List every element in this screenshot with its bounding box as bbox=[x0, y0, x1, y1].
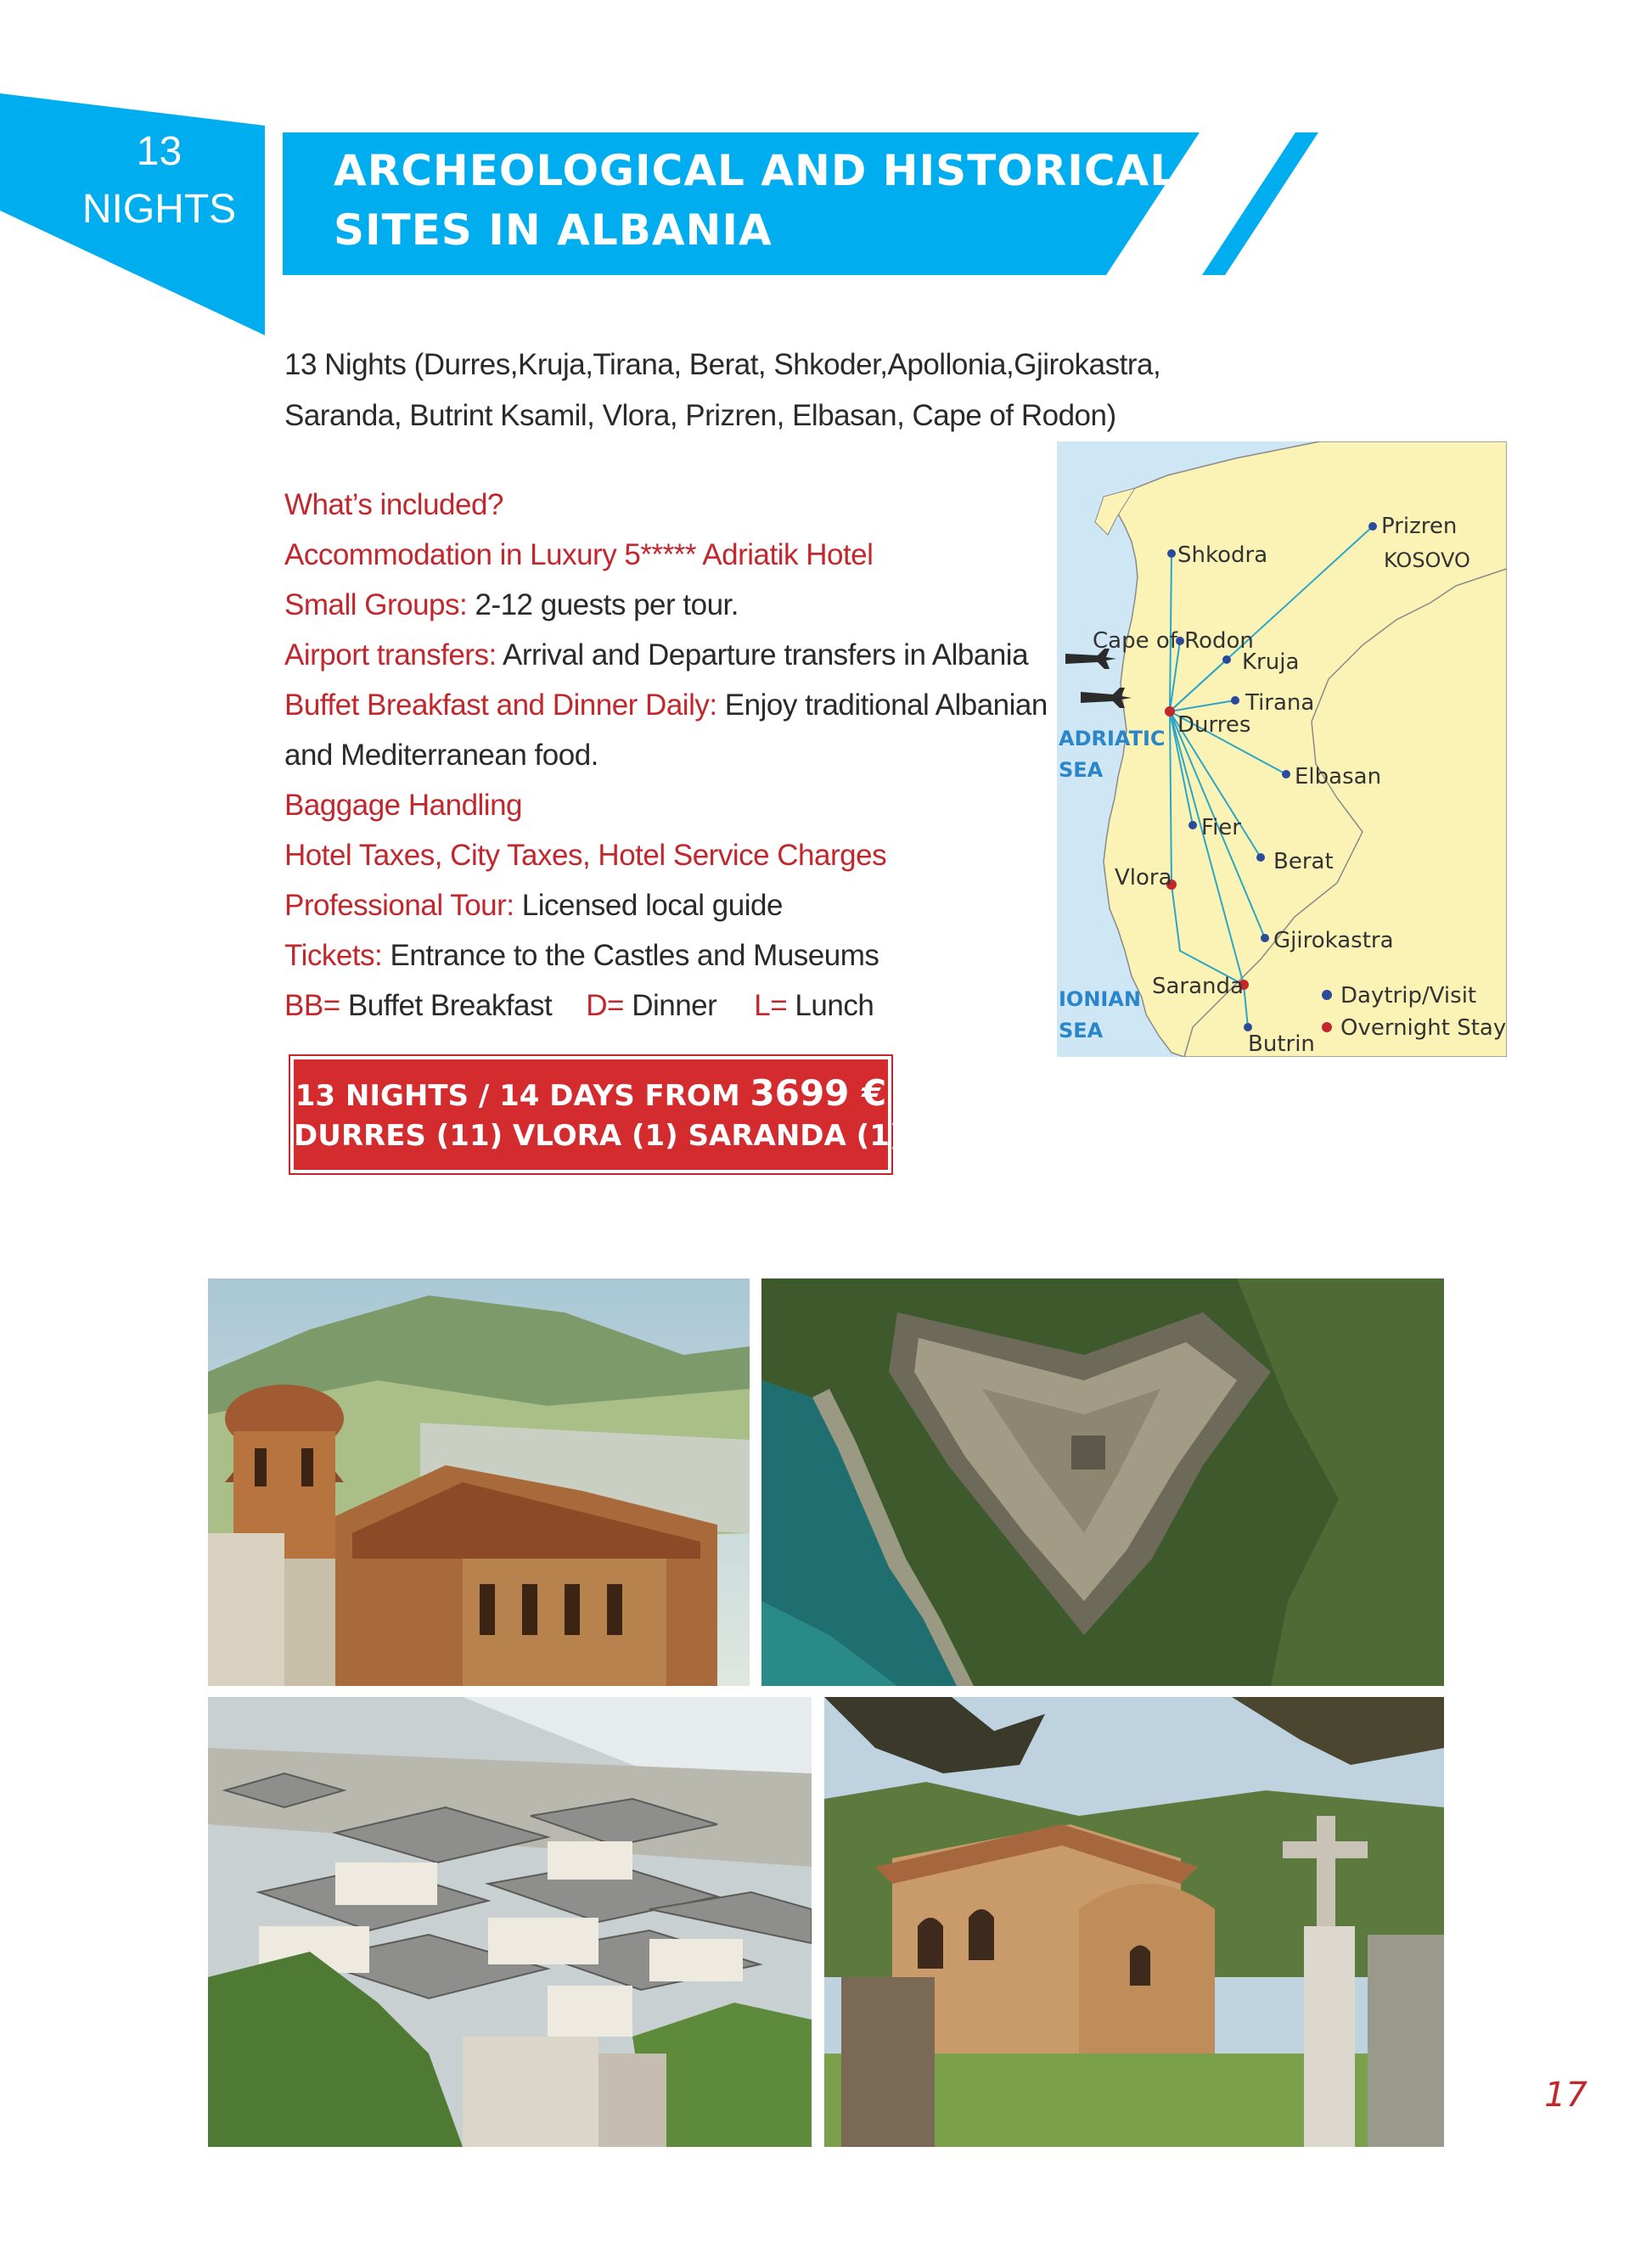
price-box bbox=[289, 1054, 903, 1175]
bb-label: BB= bbox=[284, 989, 340, 1022]
page-number: 17 bbox=[1544, 2076, 1587, 2115]
bb-text: Buffet Breakfast bbox=[340, 989, 553, 1022]
included-accommodation: Accommodation in Luxury 5***** Adriatik Hotel bbox=[284, 538, 874, 571]
photo-stone-church bbox=[824, 1697, 1444, 2147]
l-label: L= bbox=[754, 989, 788, 1022]
albania-map bbox=[1057, 441, 1507, 1057]
map-label-tirana: Tirana bbox=[1245, 690, 1315, 716]
price-line2: DURRES (11) VLORA (1) SARANDA (1) bbox=[294, 1119, 903, 1153]
nights-word: NIGHTS bbox=[81, 187, 237, 232]
map-label-ionian: IONIAN bbox=[1059, 987, 1142, 1011]
legend-daytrip-label: Daytrip/Visit bbox=[1340, 983, 1477, 1009]
included-airport bbox=[284, 638, 1028, 672]
included-tickets bbox=[284, 939, 879, 973]
buffet-label: Buffet Breakfast and Dinner Daily: bbox=[284, 688, 717, 722]
map-label-gjirokastra: Gjirokastra bbox=[1273, 928, 1394, 953]
map-label-berat: Berat bbox=[1273, 849, 1334, 874]
map-label-kruja: Kruja bbox=[1242, 649, 1300, 675]
intro-line2: Saranda, Butrint Ksamil, Vlora, Prizren, Elbasan, Cape of Rodon) bbox=[284, 399, 1116, 432]
map-label-adriatic: ADRIATIC bbox=[1059, 727, 1166, 750]
map-label-ionian-sea: SEA bbox=[1059, 1019, 1104, 1042]
photo-byzantine-church bbox=[208, 1278, 750, 1686]
d-label: D= bbox=[586, 989, 624, 1022]
photo-aerial-castle bbox=[761, 1278, 1444, 1686]
small-groups-label: Small Groups: bbox=[284, 588, 468, 621]
price-panel bbox=[294, 1059, 903, 1170]
legend-daytrip-dot bbox=[1322, 990, 1332, 1000]
legend-overnight-label: Overnight Stay bbox=[1340, 1015, 1507, 1041]
included-buffet bbox=[284, 688, 1048, 722]
legend-overnight-dot bbox=[1322, 1022, 1332, 1032]
photo-stone-town bbox=[208, 1697, 812, 2147]
airport-label: Airport transfers: bbox=[284, 638, 497, 671]
map-label-elbasan: Elbasan bbox=[1295, 764, 1382, 789]
map-label-fier: Fier bbox=[1201, 815, 1241, 840]
map-label-adriatic-sea: SEA bbox=[1059, 758, 1104, 782]
map-label-cape-of-rodon: Cape of Rodon bbox=[1093, 628, 1254, 654]
d-text: Dinner bbox=[623, 989, 717, 1022]
buffet-text: Enjoy traditional Albanian bbox=[716, 688, 1048, 722]
map-label-saranda: Saranda bbox=[1152, 974, 1244, 999]
tickets-label: Tickets: bbox=[284, 939, 383, 972]
included-taxes: Hotel Taxes, City Taxes, Hotel Service Charges bbox=[284, 839, 887, 872]
included-baggage: Baggage Handling bbox=[284, 789, 523, 822]
tickets-text: Entrance to the Castles and Museums bbox=[382, 939, 879, 972]
l-text: Lunch bbox=[787, 989, 874, 1022]
tour-label: Professional Tour: bbox=[284, 889, 514, 922]
small-groups-text: 2-12 guests per tour. bbox=[467, 588, 739, 621]
map-label-shkodra: Shkodra bbox=[1177, 542, 1268, 568]
airport-text: Arrival and Departure transfers in Albania bbox=[496, 638, 1029, 671]
included-buffet-cont: and Mediterranean food. bbox=[284, 739, 598, 772]
tour-text: Licensed local guide bbox=[514, 889, 783, 922]
map-label-durres: Durres bbox=[1177, 712, 1251, 738]
included-heading: What’s included? bbox=[284, 488, 503, 521]
map-label-butrin: Butrin bbox=[1248, 1031, 1315, 1057]
price-prefix: 13 NIGHTS / 14 DAYS FROM bbox=[295, 1079, 750, 1113]
included-tour bbox=[284, 889, 783, 923]
map-label-vlora: Vlora bbox=[1115, 865, 1172, 891]
meal-legend bbox=[284, 989, 874, 1023]
page-title-line1: ARCHEOLOGICAL AND HISTORICAL bbox=[334, 146, 1178, 195]
page-title-line2: SITES IN ALBANIA bbox=[334, 205, 773, 255]
included-small-groups bbox=[284, 588, 739, 622]
price-line1 bbox=[294, 1059, 888, 1115]
nights-number: 13 bbox=[136, 129, 183, 174]
map-label-prizren: Prizren bbox=[1381, 514, 1458, 539]
map-label-kosovo: KOSOVO bbox=[1384, 548, 1470, 572]
price-amount: 3699 € bbox=[750, 1072, 887, 1114]
intro-line1: 13 Nights (Durres,Kruja,Tirana, Berat, Shkoder,Apollonia,Gjirokastra, bbox=[284, 348, 1161, 381]
